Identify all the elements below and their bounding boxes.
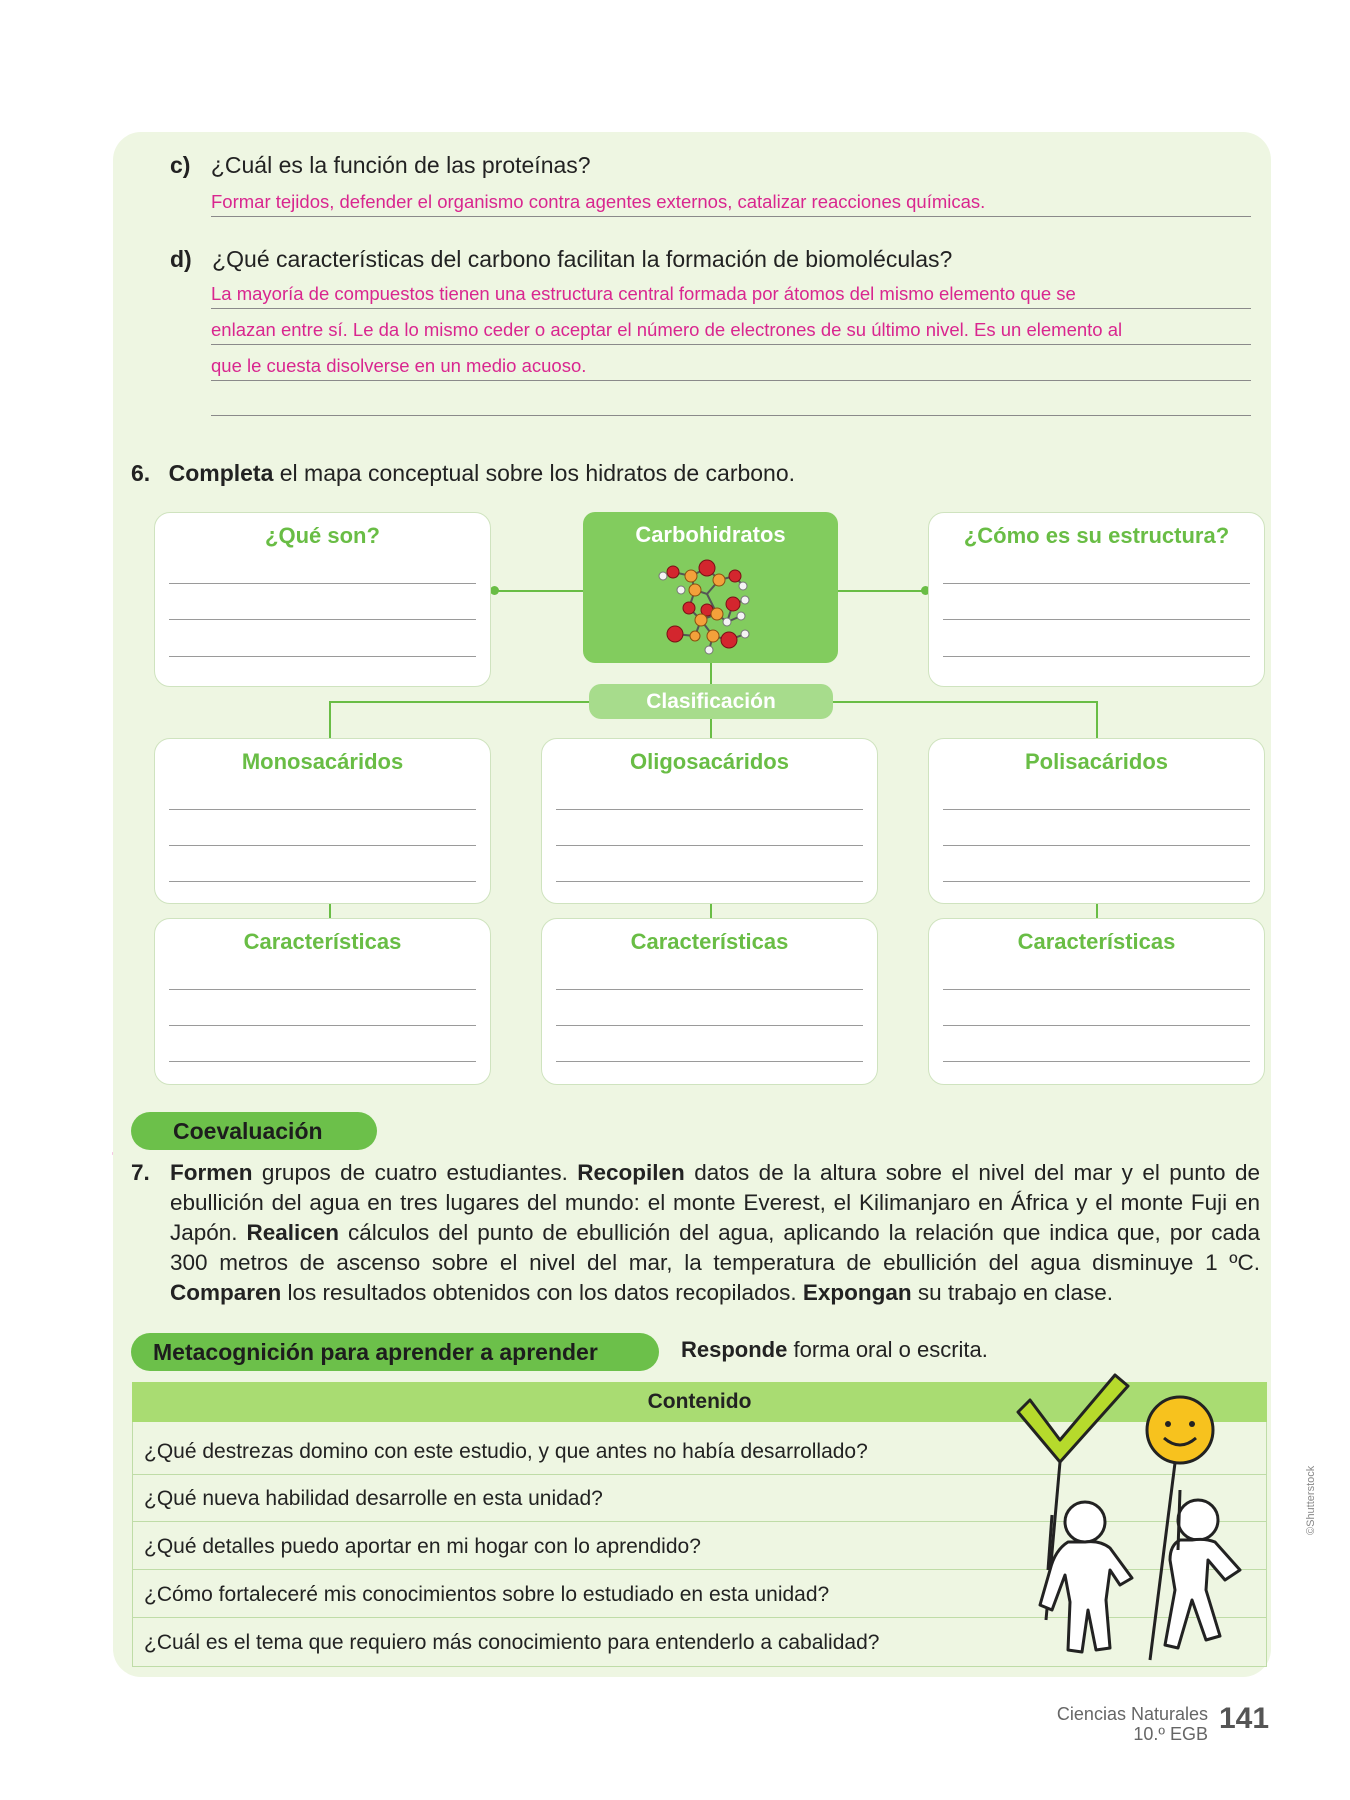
q7-text: cálculos del punto de ebullición del agua, aplicando la relación que indica que, por cada 300 metros de ascenso sobre el nivel del mar, la temperatura de ebullición del agua disminuye 1 ºC. [170,1220,1260,1275]
question-c-text: ¿Cuál es la función de las proteínas? [210,152,591,178]
connector-class-right [832,701,1098,703]
table-row: ¿Cómo fortaleceré mis conocimientos sobre lo estudiado en esta unidad? [132,1571,1267,1618]
question-7-number: 7. [131,1160,150,1185]
metacognicion-label: Metacognición para aprender a aprender [131,1333,659,1371]
write-line [169,809,476,810]
write-line [943,1025,1250,1026]
q7-verb: Realicen [246,1220,340,1245]
q7-verb: Recopilen [577,1160,685,1185]
box-polisacaridos [928,738,1265,904]
write-line [943,583,1250,584]
write-line [943,1061,1250,1062]
oligosacaridos-title: Oligosacáridos [630,749,789,774]
caracteristicas-title: Características [1017,929,1176,954]
caracteristicas-title: Características [243,929,402,954]
table-row: ¿Qué destrezas domino con este estudio, y que antes no había desarrollado? [132,1428,1267,1475]
write-line [556,845,863,846]
blank-answer-line [211,415,1251,416]
box-caracteristicas-oligo [541,918,878,1085]
write-line [169,656,476,657]
footer-subject [960,1704,1208,1744]
write-line [556,1025,863,1026]
question-c-letter: c) [170,152,191,178]
connector-poli [1096,701,1098,739]
write-line [943,845,1250,846]
question-7-text [170,1158,1260,1308]
question-d-text: ¿Qué características del carbono facilitan la formación de biomoléculas? [212,246,953,272]
question-6-text: el mapa conceptual sobre los hidratos de carbono. [273,460,796,486]
box-carbohidratos [583,512,838,663]
answer-c: Formar tejidos, defender el organismo contra agentes externos, catalizar reacciones químicas. [211,190,1251,217]
kids-checkmark-smiley-illustration [1010,1370,1275,1670]
q7-text: datos de la altura sobre el nivel del mar y el punto de ebullición del agua en tres lugares del mundo: el monte Everest, el Kilimanjaro en África y el monte Fuji en Japón. [170,1160,1260,1245]
q7-text: su trabajo en clase. [911,1280,1113,1305]
write-line [556,881,863,882]
answer-d-line-3: que le cuesta disolverse en un medio acuoso. [211,354,1251,381]
table-row: ¿Cuál es el tema que requiero más conocimiento para entenderlo a cabalidad? [144,1631,880,1654]
box-oligosacaridos [541,738,878,904]
question-6 [131,460,795,487]
footer-grade: 10.º EGB [1133,1724,1208,1744]
write-line [169,1025,476,1026]
carbohidratos-title: Carbohidratos [635,522,786,547]
write-line [556,989,863,990]
q7-verb: Expongan [802,1280,912,1305]
q7-verb: Formen [170,1160,253,1185]
question-d-letter: d) [170,246,192,272]
caracteristicas-title: Características [630,929,789,954]
q7-text: grupos de cuatro estudiantes. [252,1160,578,1185]
table-row: ¿Qué nueva habilidad desarrolle en esta unidad? [132,1475,1267,1522]
write-line [169,989,476,990]
connector-right [838,590,928,592]
molecule-icon [655,550,765,658]
connector-left [492,590,584,592]
write-line [943,619,1250,620]
table-row: ¿Qué detalles puedo aportar en mi hogar con lo aprendido? [132,1523,1267,1570]
question-6-verb: Completa [168,460,274,486]
box-caracteristicas-mono [154,918,491,1085]
q7-text: los resultados obtenidos con los datos recopilados. [281,1280,803,1305]
write-line [556,1061,863,1062]
connector-oligo [710,717,712,739]
write-line [943,809,1250,810]
connector-dot-left [490,586,499,595]
photo-credit: ©Shutterstock [1305,1465,1317,1535]
write-line [169,845,476,846]
footer-subject-name: Ciencias Naturales [1056,1704,1208,1724]
write-line [943,989,1250,990]
write-line [943,656,1250,657]
answer-d-line-2: enlazan entre sí. Le da lo mismo ceder o aceptar el número de electrones de su último nivel. Es un elemento al [211,318,1251,345]
connector-mono [329,701,331,739]
write-line [169,1061,476,1062]
table-header: Contenido [132,1382,1267,1422]
metacognicion-instruction [681,1337,988,1363]
box-monosacaridos [154,738,491,904]
polisacaridos-title: Polisacáridos [1024,749,1169,774]
write-line [556,809,863,810]
box-estructura-title: ¿Cómo es su estructura? [963,523,1230,548]
connector-class-left [329,701,591,703]
write-line [169,619,476,620]
metacognicion-verb: Responde [681,1337,788,1362]
question-6-number: 6. [131,460,151,486]
question-d [170,246,952,273]
metacognicion-text: forma oral o escrita. [787,1337,988,1362]
box-caracteristicas-poli [928,918,1265,1085]
box-que-son-title: ¿Qué son? [265,523,380,548]
write-line [943,881,1250,882]
page-number: 141 [1219,1702,1270,1735]
box-que-son [154,512,491,687]
write-line [169,881,476,882]
write-line [169,583,476,584]
question-c [170,152,591,179]
clasificacion-label: Clasificación [589,684,833,719]
monosacaridos-title: Monosacáridos [241,749,404,774]
q7-verb: Comparen [170,1280,282,1305]
coevaluacion-label: Coevaluación [131,1112,377,1150]
answer-d-line-1: La mayoría de compuestos tienen una estructura central formada por átomos del mismo elemento que se [211,282,1251,309]
box-estructura [928,512,1265,687]
